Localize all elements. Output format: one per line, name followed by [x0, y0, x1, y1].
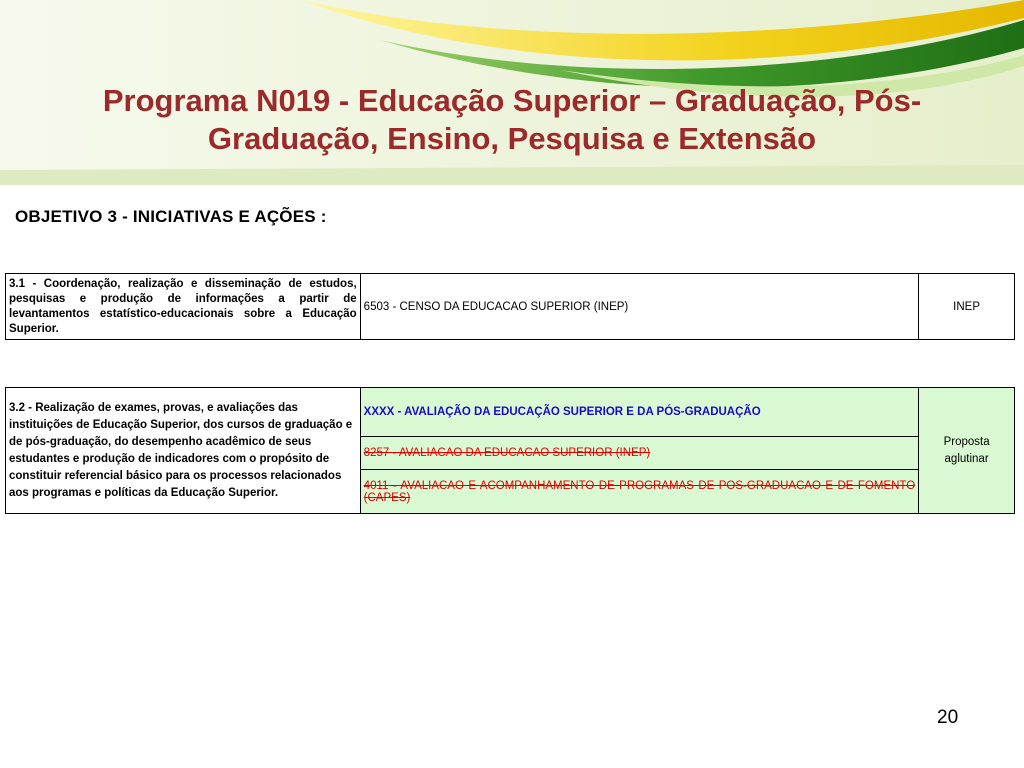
table-row — [6, 388, 1015, 437]
table-row — [6, 274, 1015, 340]
page-title — [0, 82, 1024, 158]
initiative-cell: 3.2 - Realização de exames, provas, e avaliações das instituições de Educação Superior, dos cursos de graduação e de pós-graduação, do desempenho acadêmico de seus estudantes e produção de indicadores com o propósito de constituir referencial básico para os processos relacionados aos programas e políticas da Educação Superior. — [6, 388, 361, 514]
title-line-2: Graduação, Ensino, Pesquisa e Extensão — [207, 121, 817, 156]
responsible-cell: INEP — [919, 274, 1015, 340]
removed-action-cell: 4011 - AVALIACAO E ACOMPANHAMENTO DE PROGRAMAS DE POS-GRADUACAO E DE FOMENTO (CAPES) — [360, 470, 919, 514]
new-action-cell: XXXX - AVALIAÇÃO DA EDUCAÇÃO SUPERIOR E DA PÓS-GRADUAÇÃO — [360, 388, 919, 437]
proposal-cell: Proposta aglutinar — [919, 388, 1015, 514]
initiative-table-3-1 — [5, 273, 1015, 340]
section-title: OBJETIVO 3 - INICIATIVAS E AÇÕES : — [15, 207, 327, 226]
page-number: 20 — [937, 707, 959, 728]
removed-action-cell: 8257 - AVALIACAO DA EDUCACAO SUPERIOR (INEP) — [360, 437, 919, 470]
title-line-1: Programa N019 - Educação Superior – Graduação, Pós- — [102, 83, 922, 118]
initiative-cell: 3.1 - Coordenação, realização e disseminação de estudos, pesquisas e produção de informações a partir de levantamentos estatístico-educacionais sobre a Educação Superior. — [6, 274, 361, 340]
header-banner — [0, 0, 1024, 185]
action-cell: 6503 - CENSO DA EDUCACAO SUPERIOR (INEP) — [360, 274, 919, 340]
initiative-table-3-2 — [5, 387, 1015, 514]
